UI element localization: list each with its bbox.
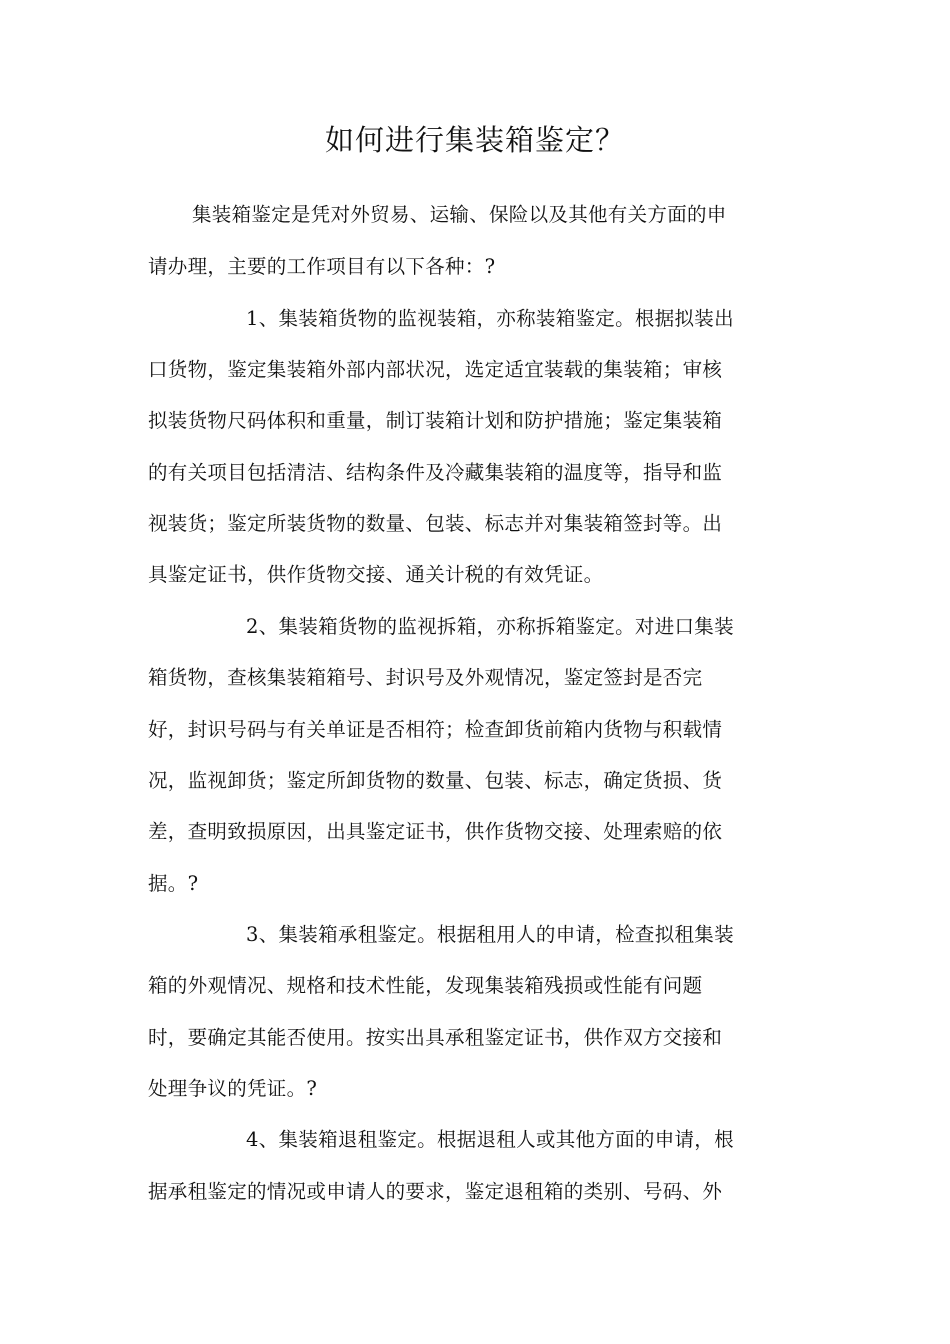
paragraph-line: 口货物，鉴定集装箱外部内部状况，选定适宜装载的集装箱；审核 [148,358,723,381]
paragraph-line: 时，要确定其能否使用。按实出具承租鉴定证书，供作双方交接和 [148,1026,723,1049]
paragraph-line: 处理争议的凭证。? [148,1077,318,1100]
paragraph-line: 4、集装箱退租鉴定。根据退租人或其他方面的申请，根 [246,1128,734,1151]
paragraph-line: 具鉴定证书，供作货物交接、通关计税的有效凭证。 [148,563,604,586]
paragraph-line: 请办理，主要的工作项目有以下各种：? [148,255,496,278]
paragraph-line: 拟装货物尺码体积和重量，制订装箱计划和防护措施；鉴定集装箱 [148,409,723,432]
paragraph-line: 3、集装箱承租鉴定。根据租用人的申请，检查拟租集装 [246,923,734,946]
paragraph-line: 2、集装箱货物的监视拆箱，亦称拆箱鉴定。对进口集装 [246,615,734,638]
paragraph-line: 1、集装箱货物的监视装箱，亦称装箱鉴定。根据拟装出 [246,307,734,330]
paragraph-line: 箱货物，查核集装箱箱号、封识号及外观情况，鉴定签封是否完 [148,666,703,689]
paragraph-line: 的有关项目包括清洁、结构条件及冷藏集装箱的温度等，指导和监 [148,461,723,484]
paragraph-line: 箱的外观情况、规格和技术性能，发现集装箱残损或性能有问题 [148,974,703,997]
paragraph-line: 集装箱鉴定是凭对外贸易、运输、保险以及其他有关方面的申 [192,203,727,226]
paragraph-line: 差，查明致损原因，出具鉴定证书，供作货物交接、处理索赔的依 [148,820,723,843]
document-title: 如何进行集装箱鉴定？ [324,123,625,157]
paragraph-line: 据承租鉴定的情况或申请人的要求，鉴定退租箱的类别、号码、外 [148,1180,723,1203]
paragraph-line: 好，封识号码与有关单证是否相符；检查卸货前箱内货物与积载情 [148,718,723,741]
paragraph-line: 视装货；鉴定所装货物的数量、包装、标志并对集装箱签封等。出 [148,512,723,535]
paragraph-line: 据。? [148,872,199,895]
paragraph-line: 况，监视卸货；鉴定所卸货物的数量、包装、标志，确定货损、货 [148,769,723,792]
